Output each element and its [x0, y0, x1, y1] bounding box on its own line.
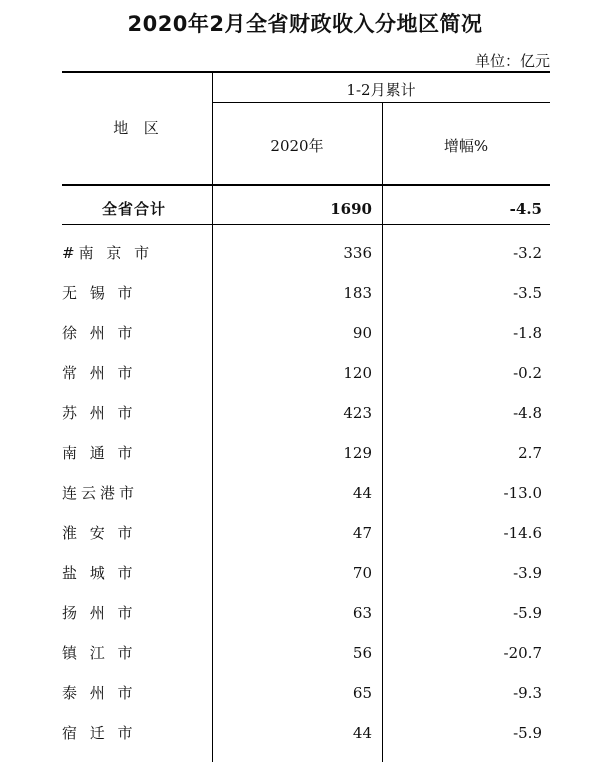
region-name: 镇 江 市: [62, 644, 137, 662]
region-growth: -3.9: [513, 564, 542, 582]
table-row: [62, 473, 550, 513]
region-growth: -4.8: [513, 404, 542, 422]
region-name: 南 通 市: [62, 444, 137, 462]
region-value: 423: [343, 404, 372, 422]
region-name: 徐 州 市: [62, 324, 137, 342]
unit-label: 单位：亿元: [474, 52, 550, 70]
table-row: [62, 313, 550, 353]
header-sub-rule: [212, 102, 550, 103]
total-name: 全省合计: [102, 200, 167, 218]
region-growth: -3.5: [513, 284, 542, 302]
region-value: 90: [352, 324, 372, 342]
region-name: 连云港市: [62, 484, 139, 502]
region-name: 苏 州 市: [62, 404, 137, 422]
region-name: 扬 州 市: [62, 604, 137, 622]
table-row: [62, 233, 550, 273]
total-growth: -4.5: [509, 200, 542, 218]
page-title: 2020年2月全省财政收入分地区简况: [127, 12, 483, 36]
region-value: 336: [343, 244, 372, 262]
region-name: 淮 安 市: [62, 524, 137, 542]
region-value: 183: [343, 284, 372, 302]
table-row: [62, 553, 550, 593]
region-name: 常 州 市: [62, 364, 137, 382]
table-row: [62, 673, 550, 713]
region-name: 无 锡 市: [62, 284, 137, 302]
table-row: [62, 353, 550, 393]
table-row: [62, 593, 550, 633]
region-value: 44: [352, 724, 372, 742]
region-growth: -14.6: [503, 524, 542, 542]
region-value: 56: [352, 644, 372, 662]
table-row: [62, 393, 550, 433]
region-name: 宿 迁 市: [62, 724, 137, 742]
header-bottom-rule: [62, 184, 550, 186]
region-value: 65: [352, 684, 372, 702]
finance-table: [62, 71, 550, 762]
header-growth: 增幅%: [443, 137, 489, 155]
region-growth: -0.2: [513, 364, 542, 382]
total-value: 1690: [330, 200, 372, 218]
region-value: 120: [343, 364, 372, 382]
region-value: 44: [352, 484, 372, 502]
header-year: 2020年: [270, 137, 324, 155]
header-region: 地 区: [113, 119, 161, 137]
region-growth: -13.0: [503, 484, 542, 502]
total-row: [62, 193, 550, 225]
corner-mark: [552, 738, 572, 752]
region-growth: -20.7: [503, 644, 542, 662]
table-row: [62, 633, 550, 673]
region-value: 47: [352, 524, 372, 542]
table-top-rule: [62, 71, 550, 73]
region-value: 70: [352, 564, 372, 582]
region-name: 盐 城 市: [62, 564, 137, 582]
region-growth: -1.8: [513, 324, 542, 342]
region-growth: 2.7: [518, 444, 542, 462]
region-value: 129: [343, 444, 372, 462]
table-row: [62, 273, 550, 313]
table-row: [62, 513, 550, 553]
region-name: #南 京 市: [62, 244, 154, 262]
region-name: 泰 州 市: [62, 684, 137, 702]
header-period: 1-2月累计: [346, 81, 416, 99]
region-growth: -5.9: [513, 724, 542, 742]
table-row: [62, 433, 550, 473]
region-growth: -5.9: [513, 604, 542, 622]
region-growth: -3.2: [513, 244, 542, 262]
table-row: [62, 713, 550, 753]
region-value: 63: [352, 604, 372, 622]
region-growth: -9.3: [513, 684, 542, 702]
